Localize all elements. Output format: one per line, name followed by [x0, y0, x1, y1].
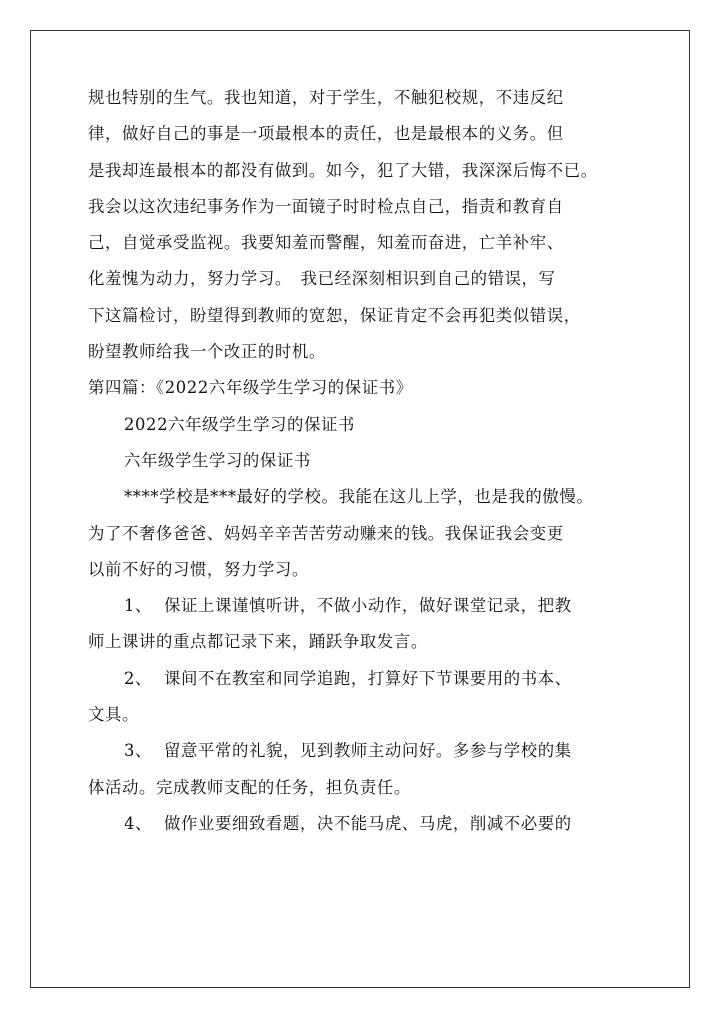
document-title: 2022六年级学生学习的保证书: [124, 414, 356, 434]
item-text: 课间不在教室和同学追跑，打算好下节课要用的书本、: [164, 668, 572, 688]
list-item-continuation: 文具。: [88, 705, 139, 725]
item-number: 1、: [124, 596, 153, 616]
document-subtitle: 六年级学生学习的保证书: [124, 450, 311, 470]
item-number: 2、: [124, 668, 153, 688]
list-item-3: [88, 740, 630, 762]
paragraph-line: 盼望教师给我一个改正的时机。: [88, 342, 326, 362]
paragraph-line: 是我却连最根本的都没有做到。如今，犯了大错，我深深后悔不已。: [88, 160, 598, 180]
paragraph-line: 规也特别的生气。我也知道，对于学生，不触犯校规，不违反纪: [88, 88, 564, 107]
paragraph-line: 我会以这次违纪事务作为一面镜子时时检点自己，指责和教育自: [88, 196, 564, 216]
item-number: 4、: [124, 813, 153, 833]
list-item-1: [88, 595, 630, 617]
list-item-continuation: 体活动。完成教师支配的任务，担负责任。: [88, 777, 411, 797]
document-body: [88, 87, 630, 849]
item-text: 留意平常的礼貌，见到教师主动问好。多参与学校的集: [164, 741, 572, 761]
list-item-continuation: 师上课讲的重点都记录下来，踊跃争取发言。: [88, 632, 428, 652]
paragraph-line: 以前不好的习惯，努力学习。: [88, 559, 309, 579]
paragraph-line: 律，做好自己的事是一项最根本的责任，也是最根本的义务。但: [88, 124, 564, 144]
item-text: 做作业要细致看题，决不能马虎、马虎，削减不必要的: [164, 813, 572, 833]
list-item-2: [88, 668, 630, 690]
paragraph-line: 化羞愧为动力，努力学习。 我已经深刻相识到自己的错误，写: [88, 269, 556, 289]
paragraph-line: 下这篇检讨，盼望得到教师的宽恕，保证肯定不会再犯类似错误，: [88, 305, 581, 325]
paragraph-line: 己，自觉承受监视。我要知羞而警醒，知羞而奋进，亡羊补牢、: [88, 233, 564, 253]
list-item-4: [88, 813, 630, 835]
item-number: 3、: [124, 741, 153, 761]
item-text: 保证上课谨慎听讲，不做小动作，做好课堂记录，把教: [164, 596, 572, 616]
section-heading: 第四篇：《2022六年级学生学习的保证书》: [88, 378, 413, 398]
paragraph-line: 为了不奢侈爸爸、妈妈辛辛苦苦劳动赚来的钱。我保证我会变更: [88, 523, 564, 543]
paragraph-line: ****学校是***最好的学校。我能在这儿上学，也是我的傲慢。: [124, 487, 594, 507]
